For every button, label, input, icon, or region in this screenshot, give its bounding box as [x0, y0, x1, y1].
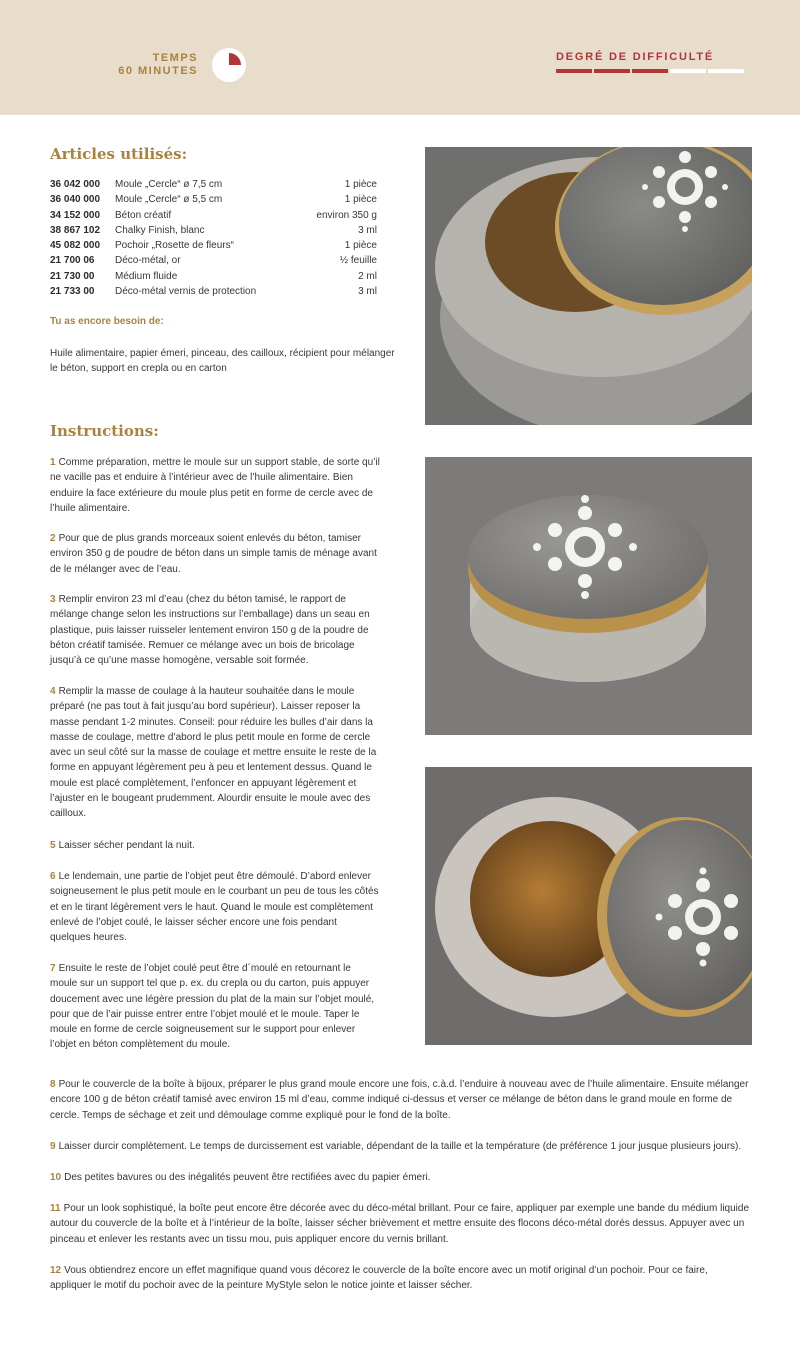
article-name: Chalky Finish, blanc: [115, 224, 205, 236]
photo-closed-box: [425, 457, 752, 735]
difficulty-bar: [708, 69, 744, 73]
step-text: Pour que de plus grands morceaux soient enlevés du béton, tamiser environ 350 g de poudre de béton dans un simple tamis de ménage avant de le mélanger avec de l’eau.: [50, 533, 377, 575]
step-number: 10: [50, 1172, 62, 1183]
clock-icon: [211, 47, 247, 83]
step-text: Comme préparation, mettre le moule sur un support stable, de sorte qu’il ne vacille pas et enduire à l’intérieur avec de l’huile alimentaire. Bien enduire la face extérieure du moule plus petit en forme de cercle avec de l’huile alimentaire.: [50, 457, 380, 514]
step-text: Remplir la masse de coulage à la hauteur souhaitée dans le moule préparé (ne pas tout à fait jusqu’au bord supérieur). Laisser reposer la masse pendant 1-2 minutes. Conseil: pour réduire les bulles d’air dans la masse de coulage, mettre d’abord le plus petit moule en forme de cercle avec un seul côté sur la masse de coulage et mettre ensuite le reste de la forme en appuyant légèrement peu à peu et lentement dessus. Quand le moule est placé complètement, l’enfoncer en appuyant légèrement et l’ajuster en le bougeant prudemment. Alourdir ensuite le moule avec des cailloux.: [50, 686, 377, 820]
articles-heading: Articles utilisés:: [50, 145, 188, 163]
step-number: 4: [50, 686, 56, 697]
difficulty-bar: [594, 69, 630, 73]
time-caption: TEMPS: [152, 52, 198, 64]
instruction-step: [50, 1201, 750, 1247]
article-name: Déco-métal vernis de protection: [115, 286, 257, 298]
photo-box-interior-gold: [425, 767, 752, 1045]
article-name: Médium fluide: [115, 270, 178, 282]
difficulty-bar: [632, 69, 668, 73]
step-text: Vous obtiendrez encore un effet magnifique quand vous décorez le couvercle de la boîte encore avec un motif original d’un pochoir. Pour ce faire, appliquer le motif du pochoir avec de la peinture MyStyle selon le notice jointe et laisser sécher.: [50, 1265, 708, 1292]
step-text: Pour un look sophistiqué, la boîte peut encore être décorée avec du déco-métal brillant. Pour ce faire, appliquer par exemple une bande du médium liquide autour du couvercle de la boîte et à l’intérieur de la boîte, laisser sécher brièvement et mettre ensuite des flocons déco-métal dorés dessus. Appuyer avec un pinceau et enlever les restants avec un tissu mou, puis appliquer encore du vernis brillant.: [50, 1203, 750, 1245]
instruction-step: [50, 592, 380, 668]
difficulty-bar: [556, 69, 592, 73]
step-number: 12: [50, 1265, 62, 1276]
time-value: 60 MINUTES: [118, 65, 198, 77]
article-quantity: 3 ml: [358, 286, 377, 298]
article-number: 45 082 000: [50, 240, 101, 252]
article-row: [50, 284, 377, 299]
instruction-step: [50, 1263, 750, 1294]
instruction-step: [50, 455, 380, 516]
difficulty-meter: [556, 69, 744, 73]
instruction-step: [50, 1170, 750, 1185]
difficulty-label: DEGRÉ DE DIFFICULTÉ: [556, 51, 715, 63]
instruction-step: [50, 531, 380, 577]
instruction-step: [50, 869, 380, 945]
article-quantity: ½ feuille: [339, 255, 377, 267]
difficulty-bar: [670, 69, 706, 73]
instruction-step: [50, 1139, 750, 1154]
article-number: 36 042 000: [50, 179, 101, 190]
article-quantity: 3 ml: [358, 224, 377, 236]
article-number: 21 733 00: [50, 286, 95, 298]
step-number: 11: [50, 1203, 61, 1214]
time-label: [118, 52, 198, 78]
article-number: 21 730 00: [50, 270, 95, 282]
step-number: 3: [50, 594, 56, 605]
article-row: [50, 223, 377, 238]
article-number: 36 040 000: [50, 194, 101, 206]
instruction-step: [50, 961, 380, 1053]
instruction-step: [50, 1077, 750, 1123]
instruction-step: [50, 684, 380, 822]
article-name: Moule „Cercle“ ø 5,5 cm: [115, 194, 223, 206]
header-band: [0, 0, 800, 115]
article-row: [50, 238, 377, 253]
step-number: 6: [50, 871, 56, 882]
article-name: Pochoir „Rosette de fleurs“: [115, 240, 234, 252]
step-number: 1: [50, 457, 56, 468]
instructions-heading: Instructions:: [50, 422, 159, 440]
needs-text: Huile alimentaire, papier émeri, pinceau, des cailloux, récipient pour mélanger le béton, support en crepla ou en carton: [50, 348, 395, 374]
article-quantity: environ 350 g: [316, 209, 377, 221]
article-name: Moule „Cercle“ ø 7,5 cm: [115, 179, 223, 190]
instruction-step: [50, 838, 380, 853]
article-row: [50, 177, 377, 192]
articles-list: [50, 177, 377, 299]
article-number: 21 700 06: [50, 255, 95, 267]
step-text: Laisser sécher pendant la nuit.: [58, 840, 195, 851]
article-quantity: 1 pièce: [344, 194, 377, 206]
article-name: Béton créatif: [115, 209, 172, 221]
photo-open-box-lid: [425, 147, 752, 425]
step-number: 5: [50, 840, 56, 851]
needs-heading: Tu as encore besoin de:: [50, 316, 164, 327]
step-text: Des petites bavures ou des inégalités peuvent être rectifiées avec du papier émeri.: [64, 1172, 431, 1183]
article-number: 38 867 102: [50, 224, 101, 236]
article-quantity: 1 pièce: [344, 179, 377, 190]
step-number: 7: [50, 963, 56, 974]
step-text: Remplir environ 23 ml d’eau (chez du béton tamisé, le rapport de mélange change selon les instructions sur l’emballage) dans un seau en plastique, puis laisser ruisseler lentement environ 150 g de la poudre de béton créatif tamisée. Remuer ce mélange avec un bois de bricolage jusqu’à ce qu’une masse homogène, versable soit formée.: [50, 594, 370, 667]
step-text: Ensuite le reste de l’objet coulé peut être d´moulé en retournant le moule sur un support tel que p. ex. du crepla ou du carton, puis appuyer doucement avec une légère pression du plat de la main sur l’objet moulé, pour que de l’air puisse entrer entre l’objet moulé et le moule. Taper le moule en forme de cercle soigneusement sur le support pour enlever l’objet en béton complètement du moule.: [50, 963, 375, 1051]
step-text: Pour le couvercle de la boîte à bijoux, préparer le plus grand moule encore une fois, c.à.d. l’enduire à nouveau avec de l’huile alimentaire. Ensuite mélanger encore 100 g de béton créatif tamisé avec environ 15 ml d’eau, comme indiqué ci-dessus et verser ce mélange de béton dans le grand moule en forme de cercle. Temps de séchage et zeit und démoulage comme expliqué pour le fond de la boîte.: [50, 1079, 749, 1121]
article-name: Déco-métal, or: [115, 255, 181, 267]
step-number: 9: [50, 1141, 56, 1152]
step-number: 2: [50, 533, 56, 544]
article-quantity: 2 ml: [358, 270, 377, 282]
article-row: [50, 208, 377, 223]
step-text: Laisser durcir complètement. Le temps de durcissement est variable, dépendant de la taille et la température (de préférence 1 jour jusque plusieurs jours).: [58, 1141, 742, 1152]
article-row: [50, 253, 377, 268]
step-number: 8: [50, 1079, 56, 1090]
article-quantity: 1 pièce: [344, 240, 377, 252]
article-row: [50, 269, 377, 284]
step-text: Le lendemain, une partie de l’objet peut être démoulé. D’abord enlever soigneusement le plus petit moule en le courbant un peu de tous les côtés et en le tirant légèrement vers le haut. Quand le moule est complètement enlevé de l’objet coulé, le laisser sécher encore une fois pendant quelques heures.: [50, 871, 379, 944]
article-row: [50, 192, 377, 207]
article-number: 34 152 000: [50, 209, 101, 221]
